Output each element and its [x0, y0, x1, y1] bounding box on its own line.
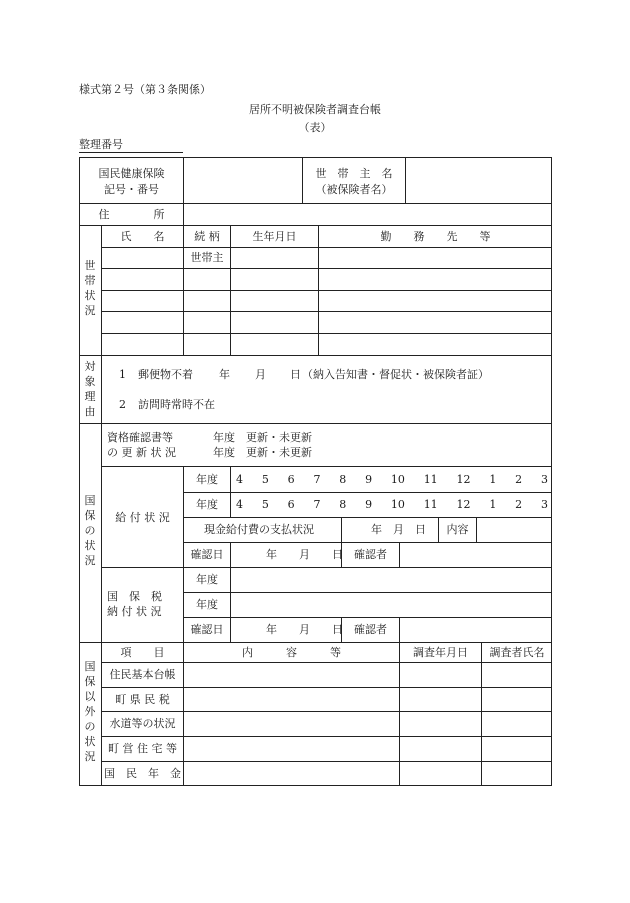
tax-confirm-date-label: 確認日 [190, 623, 224, 636]
insurance-label: 国民健康保険 [98, 167, 165, 180]
reason-item2-text: 訪問時常時不在 [138, 398, 215, 411]
other-col-date-header: 調査年月日 [413, 646, 468, 659]
month-8[interactable]: 8 [339, 473, 347, 486]
divider [79, 423, 552, 424]
householder-name-field[interactable] [406, 158, 551, 203]
address-label: 住 所 [98, 208, 165, 221]
month-6[interactable]: 6 [287, 473, 295, 486]
cert-update-label-sub: の 更 新 状 況 [107, 446, 176, 459]
month-12[interactable]: 12 [456, 473, 471, 486]
divider [101, 761, 552, 762]
confirmer-field[interactable] [400, 543, 551, 566]
reason-item1-year: 年 [219, 368, 230, 381]
col-name-header: 氏 名 [120, 230, 165, 243]
col-birth-header: 生年月日 [252, 230, 297, 243]
cash-payment-label: 現金給付費の支払状況 [204, 523, 314, 536]
benefit-nendo-2: 年度 [196, 498, 218, 511]
tax-field-1[interactable] [231, 568, 551, 591]
other-section-label: 国保以外の状況 [84, 660, 96, 763]
tax-nendo-1: 年度 [196, 573, 218, 586]
tax-field-2[interactable] [231, 593, 551, 616]
reason-item1-day: 日 [290, 368, 301, 381]
tax-confirmer-label: 確認者 [354, 623, 387, 636]
divider [341, 517, 342, 542]
benefit-months-row-2 [236, 498, 548, 511]
col-work-header: 勤 務 先 等 [380, 230, 491, 243]
other-row-label: 町 営 住 宅 等 [108, 742, 177, 755]
divider [101, 247, 552, 248]
form-subtitle: （表） [298, 121, 332, 134]
divider [101, 333, 552, 334]
divider [302, 157, 303, 204]
divider [101, 711, 552, 712]
seiri-number-label: 整理番号 [79, 138, 123, 151]
month-2[interactable]: 2 [515, 498, 523, 511]
other-row-label: 住民基本台帳 [109, 668, 176, 681]
reason-item1-detail: （納入告知書・督促状・被保険者証） [302, 368, 489, 381]
reason-item1-month: 月 [255, 368, 266, 381]
reason-section-label: 対象理由 [84, 360, 96, 418]
other-row-label: 水道等の状況 [109, 717, 176, 730]
tax-confirmer-field[interactable] [400, 618, 551, 641]
benefit-status-label: 給 付 状 況 [115, 511, 170, 524]
divider [101, 268, 552, 269]
address-field[interactable] [184, 204, 551, 225]
divider [101, 687, 552, 688]
other-row-label: 国 民 年 金 [104, 767, 181, 780]
relation-householder: 世帯主 [190, 251, 224, 264]
other-row-label: 町 県 民 税 [115, 693, 170, 706]
cash-payment-content-label: 内容 [446, 523, 469, 536]
insurance-number-field[interactable] [184, 158, 301, 203]
month-12[interactable]: 12 [456, 498, 471, 511]
tax-confirm-date-value[interactable]: 年 月 日 [266, 623, 343, 636]
householder-label: 世 帯 主 名 [315, 167, 393, 180]
month-1[interactable]: 1 [489, 473, 497, 486]
confirm-date-label: 確認日 [190, 548, 224, 561]
month-4[interactable]: 4 [236, 473, 243, 486]
reason-item1-text: 郵便物不着 [138, 368, 193, 381]
month-9[interactable]: 9 [365, 473, 373, 486]
reason-item2-number: 2 [119, 398, 126, 411]
divider [101, 662, 552, 663]
tax-status-label-sub: 納 付 状 況 [107, 605, 162, 618]
other-col-person-header: 調査者氏名 [489, 646, 545, 659]
month-6[interactable]: 6 [287, 498, 295, 511]
divider [183, 642, 184, 786]
divider [101, 311, 552, 312]
tax-status-label: 国 保 税 [107, 590, 162, 603]
month-7[interactable]: 7 [313, 498, 321, 511]
month-5[interactable]: 5 [261, 473, 269, 486]
householder-label-sub: （被保険者名） [315, 183, 393, 196]
reason-item1-number: 1 [119, 368, 126, 381]
month-3[interactable]: 3 [540, 498, 548, 511]
month-3[interactable]: 3 [540, 473, 548, 486]
month-1[interactable]: 1 [489, 498, 497, 511]
divider [101, 736, 552, 737]
month-7[interactable]: 7 [313, 473, 321, 486]
divider [230, 542, 231, 567]
divider [101, 466, 552, 467]
divider [481, 642, 482, 786]
month-9[interactable]: 9 [365, 498, 373, 511]
month-10[interactable]: 10 [390, 473, 405, 486]
divider [79, 355, 552, 356]
insurance-label-sub: 記号・番号 [104, 183, 159, 196]
confirmer-label: 確認者 [354, 548, 387, 561]
cert-update-line-1[interactable]: 年度 更新・未更新 [213, 431, 312, 444]
month-11[interactable]: 11 [423, 473, 438, 486]
benefit-months-row-1 [236, 473, 548, 486]
benefit-nendo-1: 年度 [196, 473, 218, 486]
seiri-number-underline [79, 152, 183, 153]
form-number: 様式第２号（第３条関係） [79, 83, 211, 96]
cash-payment-date[interactable]: 年 月 日 [371, 523, 426, 536]
divider [230, 466, 231, 517]
divider [399, 642, 400, 786]
divider [183, 492, 552, 493]
month-2[interactable]: 2 [515, 473, 523, 486]
cert-update-label: 資格確認書等 [107, 431, 173, 444]
other-col-content-header: 内 容 等 [242, 646, 341, 659]
col-relation-header: 続 柄 [194, 230, 220, 243]
confirm-date-value[interactable]: 年 月 日 [266, 548, 343, 561]
month-8[interactable]: 8 [339, 498, 347, 511]
cash-payment-content-field[interactable] [477, 518, 551, 541]
household-section-label: 世帯状況 [84, 259, 96, 317]
month-11[interactable]: 11 [423, 498, 438, 511]
tax-nendo-2: 年度 [196, 598, 218, 611]
form-title: 居所不明被保険者調査台帳 [249, 103, 381, 116]
cert-update-line-2[interactable]: 年度 更新・未更新 [213, 446, 312, 459]
month-4[interactable]: 4 [236, 498, 243, 511]
month-5[interactable]: 5 [261, 498, 269, 511]
other-col-item-header: 項 目 [120, 646, 165, 659]
divider [101, 290, 552, 291]
month-10[interactable]: 10 [390, 498, 405, 511]
kokuho-section-label: 国保の状況 [84, 494, 96, 567]
